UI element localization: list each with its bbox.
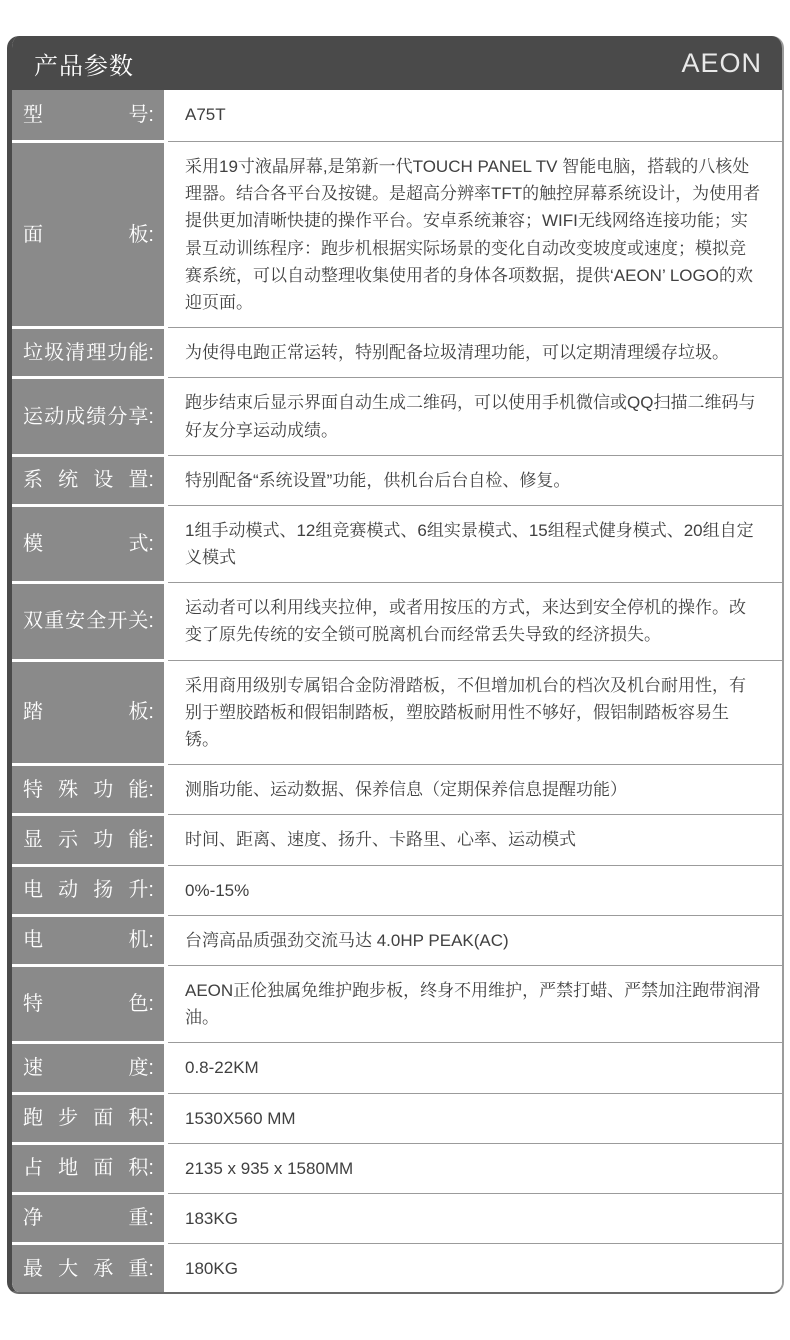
spec-row-value: [168, 864, 782, 914]
spec-row-label: [12, 1092, 164, 1142]
spec-row: [12, 659, 782, 764]
spec-row-value-text: AEON正伦独属免维护跑步板，终身不用维护，严禁打蜡、严禁加注跑带润滑油。: [185, 980, 761, 1028]
spec-row-label: [12, 376, 164, 453]
spec-row: [12, 90, 782, 140]
spec-row-value-text: 1530X560 MM: [185, 1108, 296, 1128]
spec-row-value: [168, 914, 782, 964]
spec-row-value: [168, 504, 782, 581]
spec-row-label-text: 电 机:: [23, 929, 154, 952]
spec-row-value-text: 采用商用级别专属铝合金防滑踏板，不但增加机台的档次及机台耐用性，有别于塑胶踏板和假铝制踏板，塑胶踏板耐用性不够好，假铝制踏板容易生锈。: [185, 675, 746, 749]
spec-row: [12, 914, 782, 964]
spec-row-value: [168, 1242, 782, 1292]
spec-row-label: [12, 813, 164, 863]
spec-row-value-text: 183KG: [185, 1208, 238, 1228]
spec-row-label-text: 最 大 承 重:: [23, 1257, 154, 1280]
spec-row: [12, 1142, 782, 1192]
spec-row: [12, 763, 782, 813]
brand-logo: AEON: [681, 47, 762, 78]
spec-row-value: [168, 1092, 782, 1142]
spec-row-label: [12, 1192, 164, 1242]
spec-row-value: [168, 581, 782, 658]
spec-table-body: [12, 90, 782, 1292]
spec-row: [12, 813, 782, 863]
spec-row-label-text: 双 重 安 全 开 关:: [23, 610, 154, 633]
spec-row-label: [12, 1142, 164, 1192]
spec-row-label-text: 显 示 功 能:: [23, 828, 154, 851]
spec-row-label: [12, 140, 164, 326]
spec-row-label: [12, 659, 164, 764]
spec-row: [12, 581, 782, 658]
spec-row-value-text: 采用19寸液晶屏幕,是第新一代TOUCH PANEL TV 智能电脑，搭载的八核处理器。结合各平台及按键。是超高分辨率TFT的触控屏幕系统设计，为使用者提供更加清晰快捷的操作平台。安卓系统兼容；WIFI无线网络连接功能；实景互动训练程序：跑步机根据实际场景的变化自动改变坡度或速度；模拟竞赛系统，可以自动整理收集使用者的身体各项数据，提供‘AEON’ LOGO的欢迎页面。: [185, 157, 761, 312]
spec-row-label-text: 系 统 设 置:: [23, 469, 154, 492]
spec-row-label-text: 速 度:: [23, 1056, 154, 1079]
spec-row-value-text: 180KG: [185, 1259, 238, 1279]
spec-row-label-text: 占 地 面 积:: [23, 1157, 154, 1180]
spec-row: [12, 376, 782, 453]
spec-row-label-text: 模 式:: [23, 533, 154, 556]
spec-row: [12, 1242, 782, 1292]
spec-row: [12, 1192, 782, 1242]
page-title: 产品参数: [34, 52, 134, 80]
spec-row-value: [168, 376, 782, 453]
spec-row-value-text: 特别配备“系统设置”功能，供机台后台自检、修复。: [185, 470, 571, 490]
spec-row-label: [12, 864, 164, 914]
spec-row: [12, 864, 782, 914]
spec-row-label: [12, 914, 164, 964]
spec-row-value-text: 0%-15%: [185, 880, 250, 900]
spec-row: [12, 140, 782, 326]
spec-row-label-text: 垃 圾 清 理 功 能:: [23, 341, 154, 364]
spec-row-value-text: 运动者可以利用线夹拉伸，或者用按压的方式，来达到安全停机的操作。改变了原先传统的安全锁可脱离机台而经常丢失导致的经济损失。: [185, 598, 746, 645]
spec-row: [12, 1041, 782, 1091]
spec-row-value-text: 时间、距离、速度、扬升、卡路里、心率、运动模式: [185, 830, 576, 850]
spec-row-label: [12, 581, 164, 658]
spec-row-value-text: 为使得电跑正常运转，特别配备垃圾清理功能，可以定期清理缓存垃圾。: [185, 343, 729, 363]
spec-row-label-text: 特 色:: [23, 993, 154, 1016]
spec-row-value-text: A75T: [185, 105, 226, 125]
spec-row-value-text: 跑步结束后显示界面自动生成二维码，可以使用手机微信或QQ扫描二维码与好友分享运动成绩。: [185, 393, 756, 440]
spec-row-label-text: 净 重:: [23, 1207, 154, 1230]
spec-row: [12, 504, 782, 581]
spec-row-label-text: 踏 板:: [23, 701, 154, 724]
spec-row-label: [12, 504, 164, 581]
spec-row-label: [12, 964, 164, 1041]
spec-row-value: [168, 454, 782, 504]
spec-row-value-text: 台湾高品质强劲交流马达 4.0HP PEAK(AC): [185, 930, 509, 950]
spec-row-label: [12, 763, 164, 813]
spec-row-value: [168, 140, 782, 326]
spec-row: [12, 1092, 782, 1142]
spec-row-value: [168, 1041, 782, 1091]
spec-row-label-text: 电 动 扬 升:: [23, 879, 154, 902]
spec-row-value: [168, 326, 782, 376]
spec-row-value-text: 1组手动模式、12组竞赛模式、6组实景模式、15组程式健身模式、20组自定义模式: [185, 520, 754, 568]
spec-row-label: [12, 90, 164, 140]
spec-card: [7, 36, 784, 1294]
spec-row-label: [12, 454, 164, 504]
spec-row-label: [12, 326, 164, 376]
spec-row-label-text: 跑 步 面 积:: [23, 1107, 154, 1130]
spec-row-label-text: 特 殊 功 能:: [23, 778, 154, 801]
spec-row-value: [168, 813, 782, 863]
spec-row-value-text: 0.8-22KM: [185, 1058, 259, 1078]
spec-row-label-text: 运 动 成 绩 分 享:: [23, 405, 154, 428]
spec-row-value: [168, 1142, 782, 1192]
spec-card-header: [12, 36, 782, 90]
spec-row: [12, 326, 782, 376]
spec-row-value-text: 2135 x 935 x 1580MM: [185, 1158, 354, 1178]
spec-row-value: [168, 964, 782, 1041]
spec-row: [12, 964, 782, 1041]
spec-row-value: [168, 90, 782, 140]
spec-row-label-text: 面 板:: [23, 223, 154, 246]
spec-row-label: [12, 1242, 164, 1292]
spec-row-value-text: 测脂功能、运动数据、保养信息（定期保养信息提醒功能）: [185, 780, 627, 800]
spec-row: [12, 454, 782, 504]
spec-row-value: [168, 1192, 782, 1242]
spec-row-value: [168, 659, 782, 764]
spec-row-label: [12, 1041, 164, 1091]
spec-row-value: [168, 763, 782, 813]
spec-row-label-text: 型 号:: [23, 104, 154, 126]
